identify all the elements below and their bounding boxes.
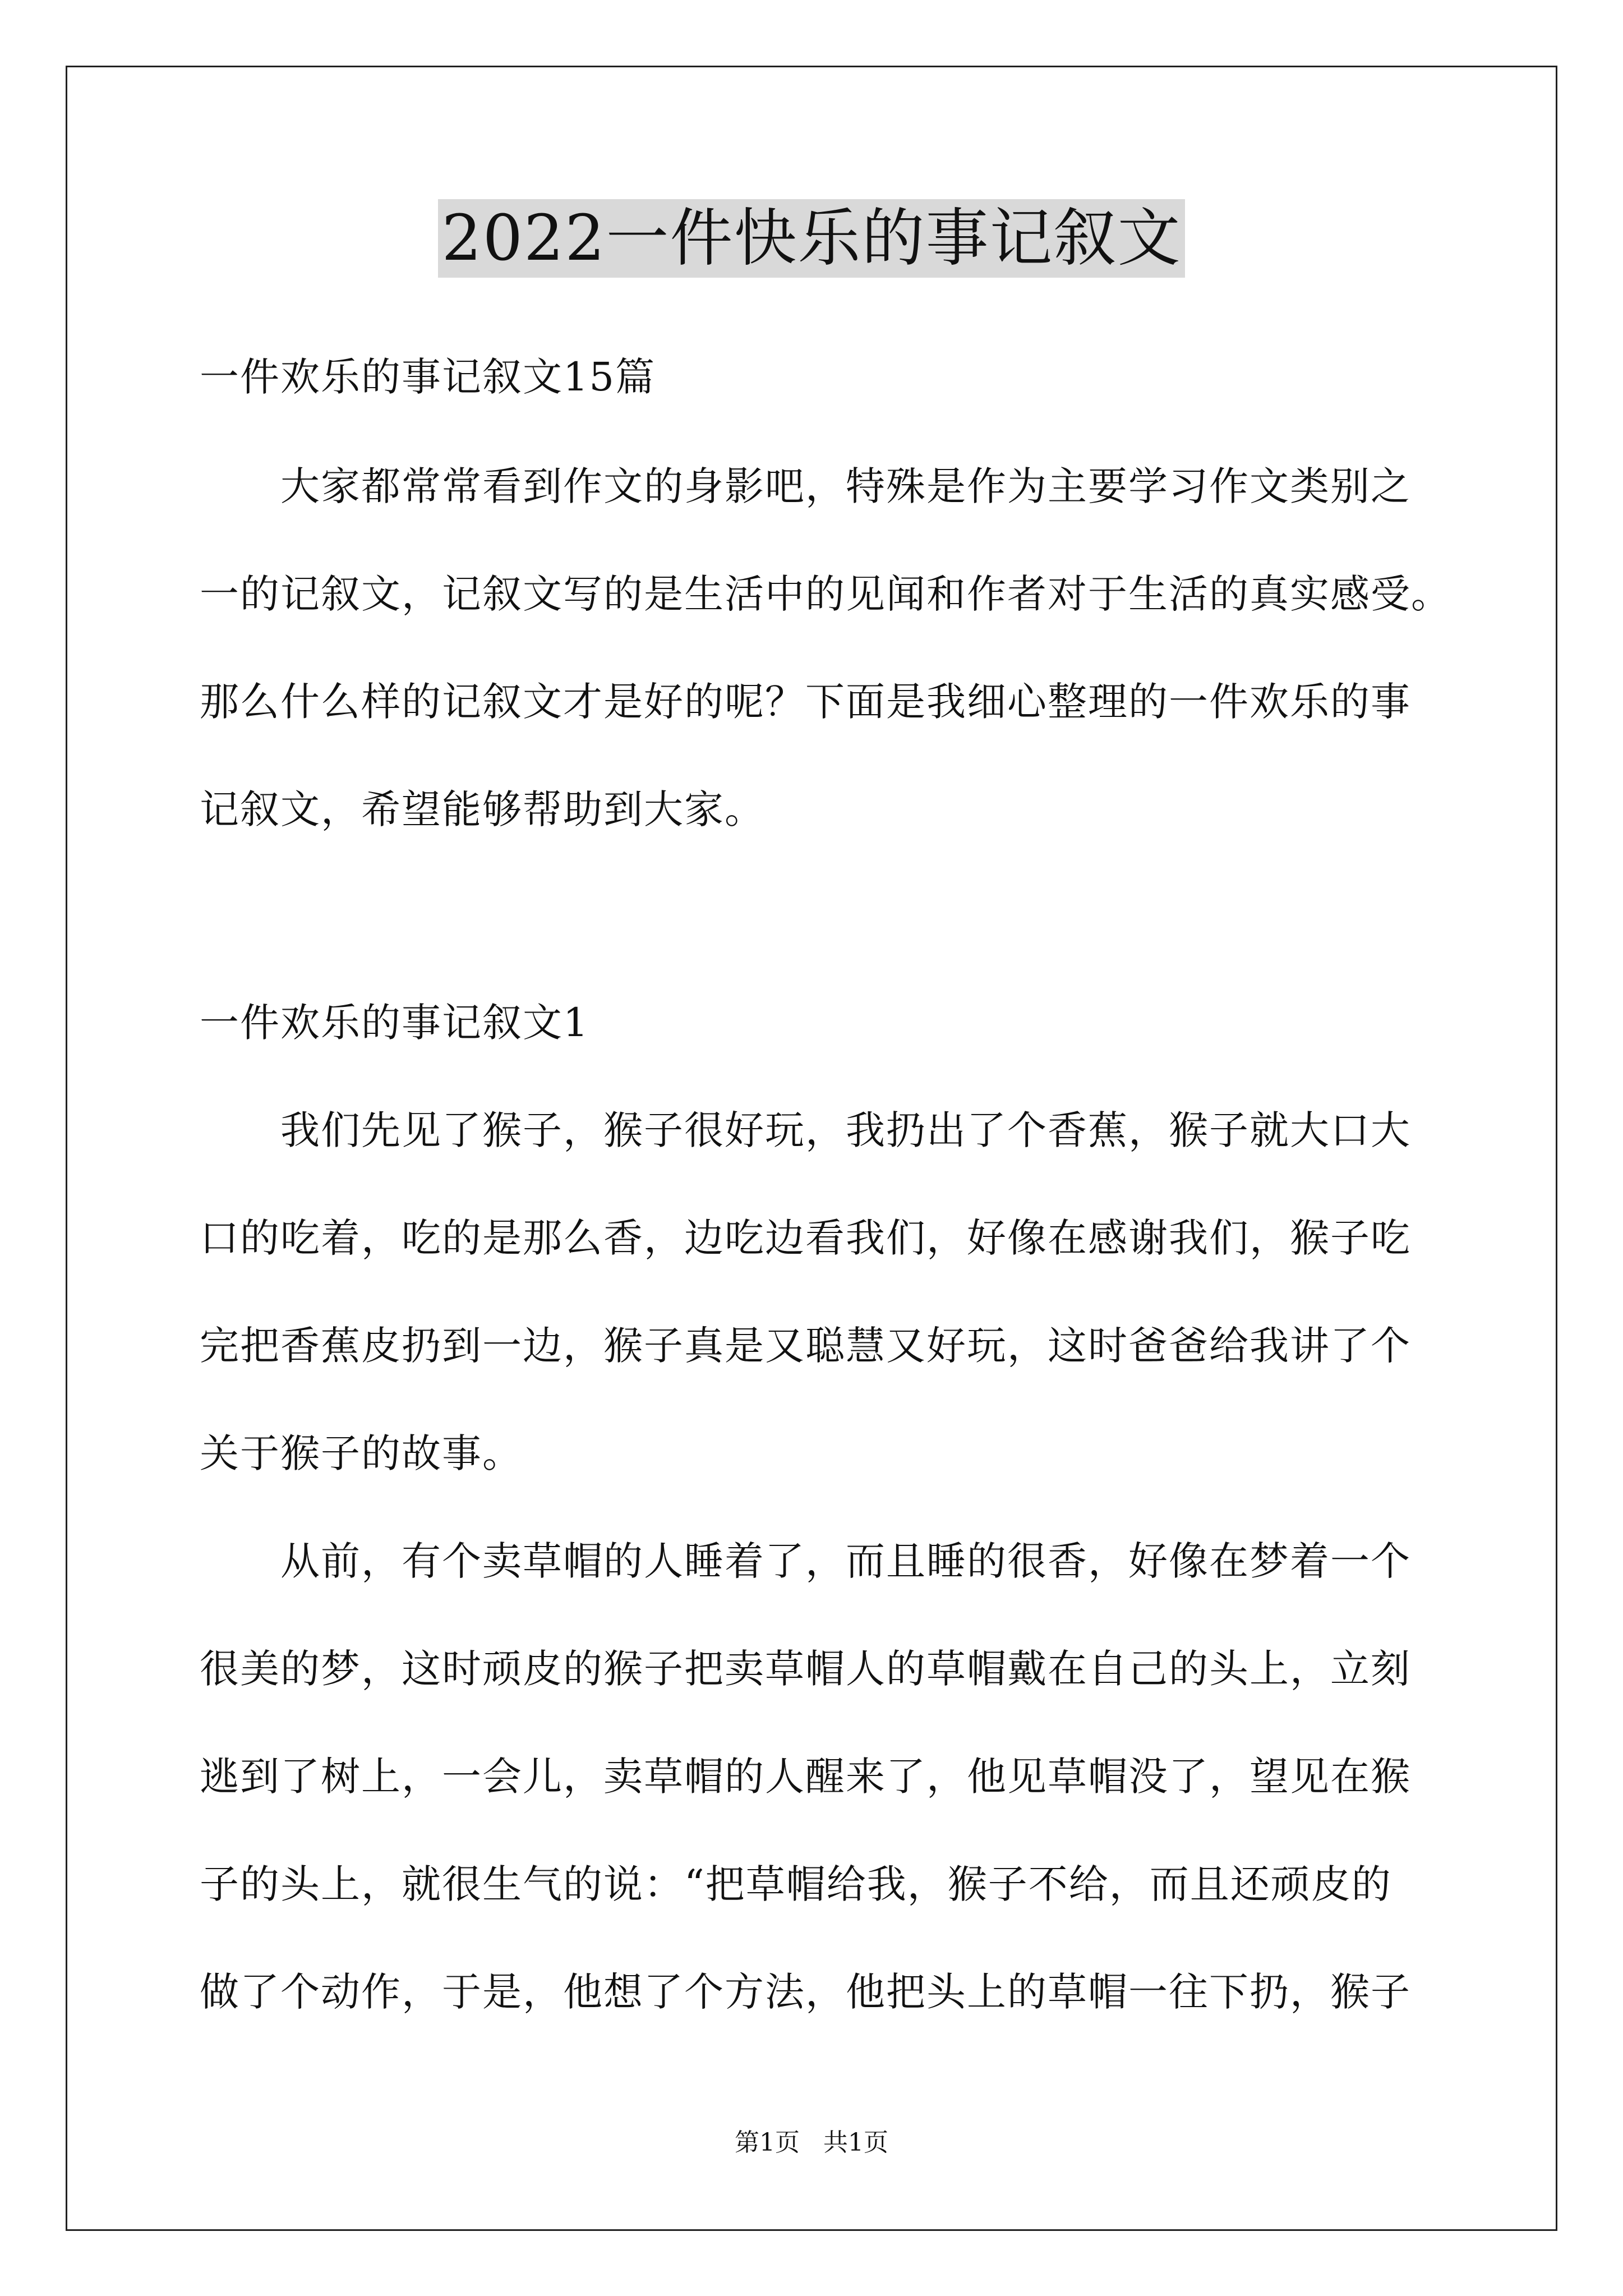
paragraph-line: 子的头上，就很生气的说：“把草帽给我，猴子不给，而且还顽皮的 (200, 1861, 1392, 1907)
paragraph-line: 一的记叙文，记叙文写的是生活中的见闻和作者对于生活的真实感受。 (200, 571, 1451, 617)
paragraph-line: 我们先见了猴子，猴子很好玩，我扔出了个香蕉，猴子就大口大 (280, 1107, 1411, 1153)
paragraph-line: 很美的梦，这时顽皮的猴子把卖草帽人的草帽戴在自己的头上，立刻 (200, 1646, 1411, 1692)
paragraph-line: 口的吃着，吃的是那么香，边吃边看我们，好像在感谢我们，猴子吃 (200, 1215, 1411, 1261)
paragraph-line: 记叙文，希望能够帮助到大家。 (200, 786, 765, 832)
section-heading: 一件欢乐的事记叙文15篇 (200, 354, 656, 400)
paragraph-line: 大家都常常看到作文的身影吧，特殊是作为主要学习作文类别之 (280, 463, 1411, 509)
document-title: 2022一件快乐的事记叙文 (438, 199, 1184, 278)
title-container (0, 199, 1623, 278)
section-heading: 一件欢乐的事记叙文1 (200, 1000, 589, 1046)
paragraph-line: 关于猴子的故事。 (200, 1430, 523, 1476)
paragraph-line: 做了个动作，于是，他想了个方法，他把头上的草帽一往下扔，猴子 (200, 1969, 1411, 2015)
paragraph-line: 那么什么样的记叙文才是好的呢？下面是我细心整理的一件欢乐的事 (200, 679, 1411, 725)
paragraph-line: 从前，有个卖草帽的人睡着了，而且睡的很香，好像在梦着一个 (280, 1538, 1411, 1584)
paragraph-line: 完把香蕉皮扔到一边，猴子真是又聪慧又好玩，这时爸爸给我讲了个 (200, 1323, 1411, 1369)
page-footer: 第1页 共1页 (735, 2128, 888, 2157)
paragraph-line: 逃到了树上，一会儿，卖草帽的人醒来了，他见草帽没了，望见在猴 (200, 1754, 1411, 1800)
